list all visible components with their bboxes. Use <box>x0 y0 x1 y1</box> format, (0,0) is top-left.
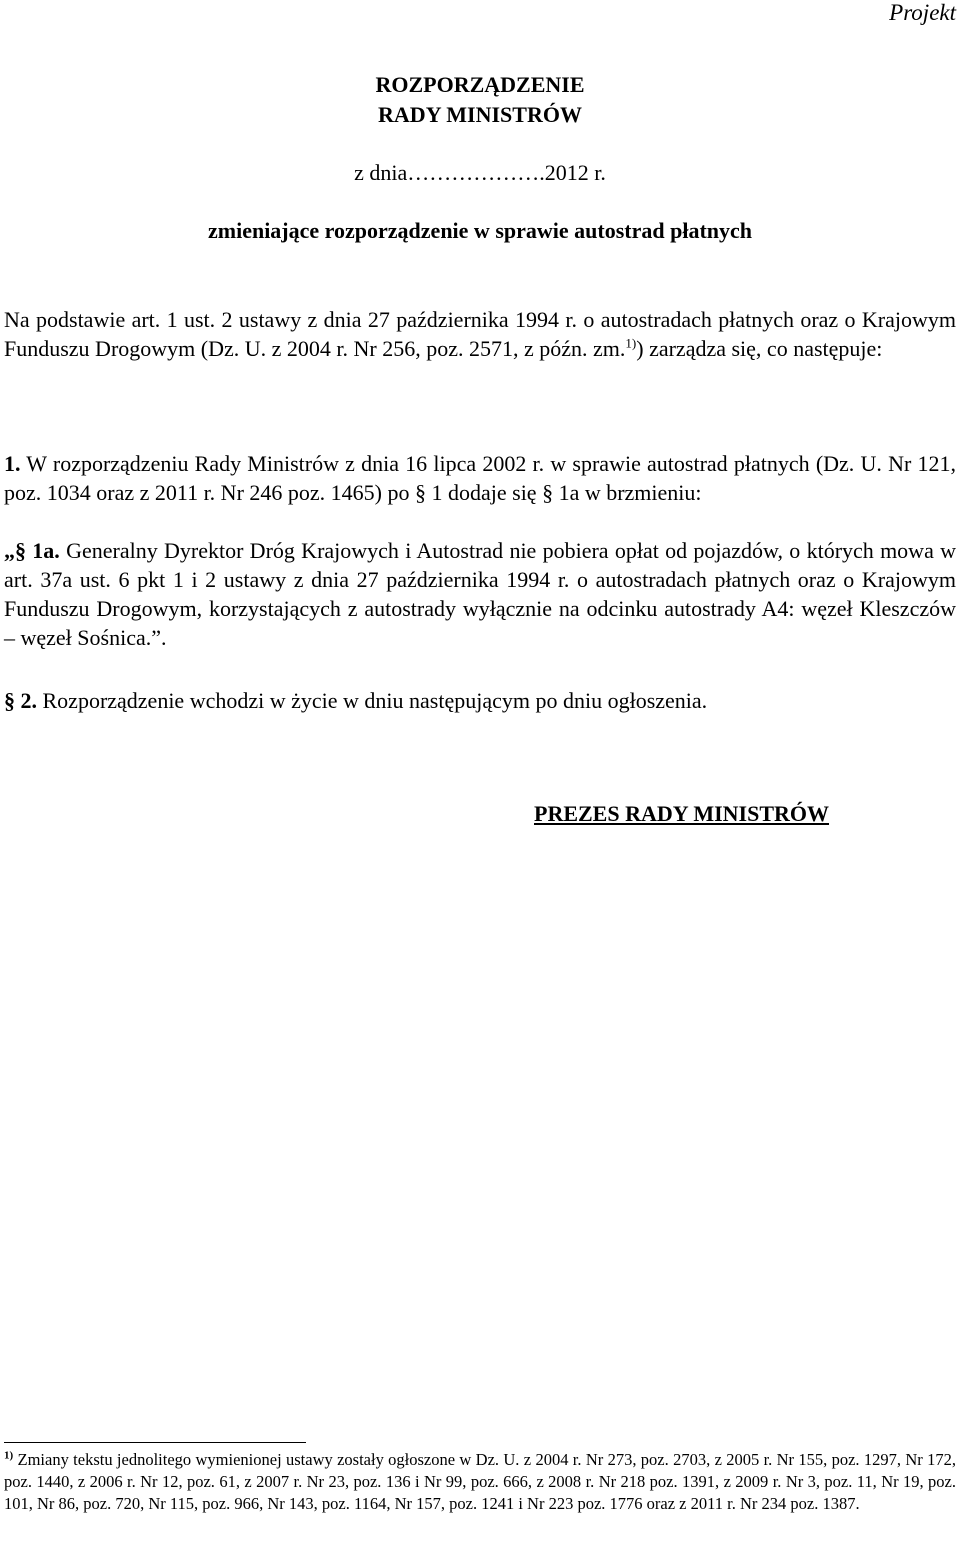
footnote-mark: 1) <box>4 1449 14 1462</box>
legal-basis-closing: ) zarządza się, co następuje: <box>636 336 883 361</box>
section-1-paragraph <box>4 449 956 507</box>
section-1-text: W rozporządzeniu Rady Ministrów z dnia 16 lipca 2002 r. w sprawie autostrad płatnych (Dz. U. Nr 121, poz. 1034 oraz z 2011 r. Nr 246 poz. 1465) po § 1 dodaje się § 1a w brzmieniu: <box>4 451 956 505</box>
legal-basis-text: Na podstawie art. 1 ust. 2 ustawy z dnia 27 października 1994 r. o autostradach płatnych oraz o Krajowym Funduszu Drogowym (Dz. U. z 2004 r. Nr 256, poz. 2571, z późn. zm. <box>4 307 956 361</box>
section-1a-label: „§ 1a. <box>4 538 60 563</box>
section-1a-text: Generalny Dyrektor Dróg Krajowych i Autostrad nie pobiera opłat od pojazdów, o których mowa w art. 37a ust. 6 pkt 1 i 2 ustawy z dnia 27 października 1994 r. o autostradach płatnych oraz o Krajowym Funduszu Drogowym, korzystających z autostrady wyłącznie na odcinku autostrady A4: węzeł Kleszczów – węzeł Sośnica.”. <box>4 538 957 650</box>
document-title-line2: RADY MINISTRÓW <box>378 102 582 127</box>
section-1a-paragraph <box>4 536 956 652</box>
section-2-paragraph <box>4 686 956 715</box>
document-title-line1: ROZPORZĄDZENIE <box>375 72 585 97</box>
section-2-label: § 2. <box>4 688 37 713</box>
section-1-label: 1. <box>4 451 21 476</box>
section-2-text: Rozporządzenie wchodzi w życie w dniu następującym po dniu ogłoszenia. <box>37 688 708 713</box>
footnote <box>4 1449 956 1515</box>
document-subject: zmieniające rozporządzenie w sprawie autostrad płatnych <box>207 218 753 243</box>
footnote-reference: 1) <box>625 335 637 351</box>
footnote-text: Zmiany tekstu jednolitego wymienionej ustawy zostały ogłoszone w Dz. U. z 2004 r. Nr 273, poz. 2703, z 2005 r. Nr 155, poz. 1297, Nr 172, poz. 1440, z 2006 r. Nr 12, poz. 61, z 2007 r. Nr 23, poz. 136 i Nr 99, poz. 666, z 2008 r. Nr 218 poz. 1391, z 2009 r. Nr 3, poz. 11, Nr 19, poz. 101, Nr 86, poz. 720, Nr 115, poz. 966, Nr 143, poz. 1164, Nr 157, poz. 1241 i Nr 223 poz. 1776 oraz z 2011 r. Nr 234 poz. 1387. <box>4 1450 956 1513</box>
date-line: z dnia……………….2012 r. <box>354 160 606 185</box>
footnote-divider <box>4 1442 306 1443</box>
legal-basis-paragraph <box>4 305 956 363</box>
signature-block: PREZES RADY MINISTRÓW <box>534 801 830 826</box>
draft-label: Projekt <box>889 0 956 25</box>
